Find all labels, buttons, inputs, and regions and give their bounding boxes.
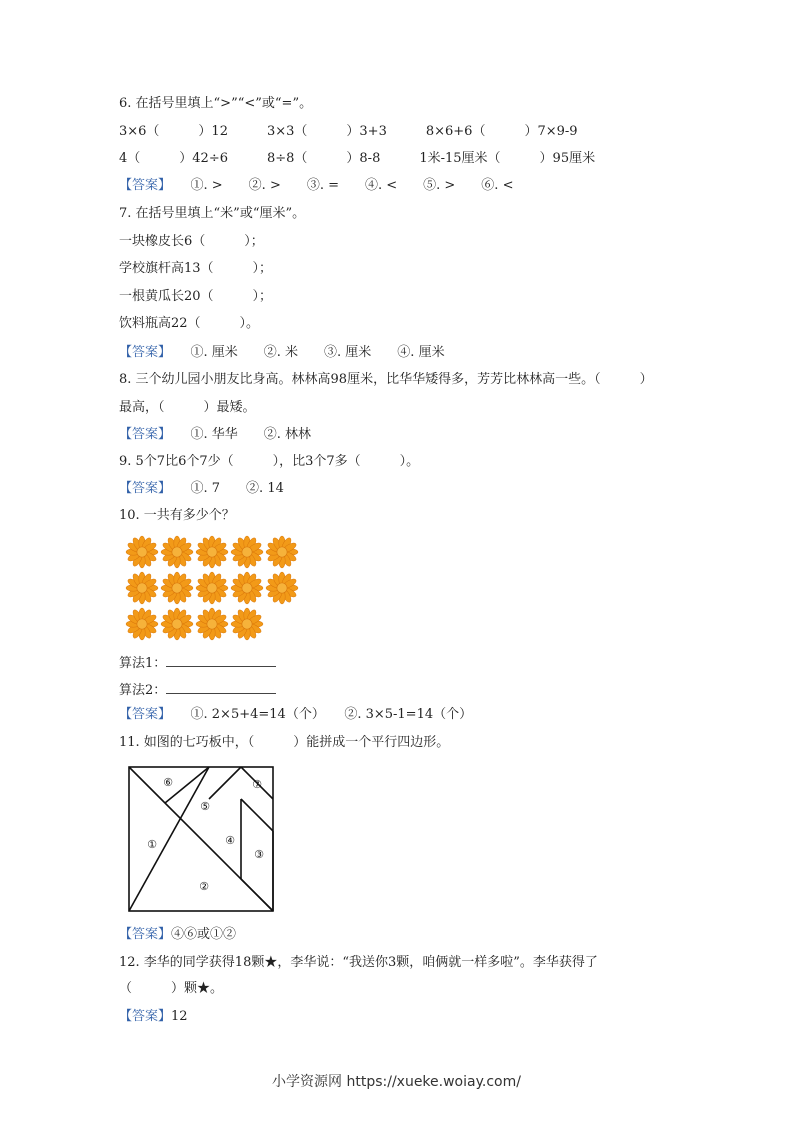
footer-site: 小学资源网 https://xueke.woiay.com/	[272, 1074, 521, 1090]
q11-answer	[119, 927, 236, 943]
flower	[126, 536, 158, 568]
q8-line1: 8. 三个幼儿园小朋友比身高。林林高98厘米，比华华矮得多，芳芳比林林高一些。（ ）	[119, 372, 653, 387]
q8-line2: 最高，（ ）最矮。	[119, 400, 256, 415]
q10-method1	[119, 654, 276, 672]
q7-line1: 一块橡皮长6（ ）；	[119, 234, 264, 249]
answer-tag: 【答案】	[119, 427, 165, 442]
q7-line2: 学校旗杆高13（ ）；	[119, 261, 273, 276]
q7-answer	[119, 345, 445, 361]
tangram-label-1: ①	[147, 838, 157, 851]
tangram-figure	[125, 763, 277, 915]
q6-title: 6. 在括号里填上“>”“<”或“=”。	[119, 96, 313, 111]
q12-answer	[119, 1009, 188, 1025]
q8-answer	[119, 427, 311, 443]
tangram-label-7: ⑦	[252, 778, 262, 791]
flower	[196, 572, 228, 604]
tangram-label-6: ⑥	[163, 776, 173, 789]
answer-text: 12	[171, 1009, 188, 1024]
answer-tag: 【答案】	[119, 1009, 172, 1024]
answer-text: ①. 7 ②. 14	[164, 481, 284, 496]
q10-answer	[119, 707, 472, 723]
flower	[126, 608, 158, 640]
method2-blank	[166, 681, 276, 694]
method2-label: 算法2：	[119, 683, 167, 698]
q7-line4: 饮料瓶高22（ ）。	[119, 316, 260, 331]
answer-tag: 【答案】	[119, 927, 172, 942]
answer-text: ④⑥或①②	[171, 927, 237, 942]
q9-title: 9. 5个7比6个7少（ ），比3个7多（ ）。	[119, 454, 420, 469]
answer-tag: 【答案】	[119, 707, 165, 722]
flower	[231, 536, 263, 568]
q7-title: 7. 在括号里填上“米”或“厘米”。	[119, 206, 306, 221]
q12-line2: （ ）颗★。	[119, 981, 224, 996]
q10-method2	[119, 681, 276, 699]
answer-tag: 【答案】	[119, 178, 165, 193]
flower	[266, 572, 298, 604]
answer-text: ①. 华华 ②. 林林	[164, 427, 312, 442]
q6-row2: 4（ ）42÷6 8÷8（ ）8-8 1米-15厘米（ ）95厘米	[119, 151, 596, 166]
answer-text: ①. 2×5+4=14（个） ②. 3×5-1=14（个）	[164, 707, 473, 722]
flower	[161, 608, 193, 640]
q7-line3: 一根黄瓜长20（ ）；	[119, 289, 273, 304]
q6-row1: 3×6（ ）12 3×3（ ）3+3 8×6+6（ ）7×9-9	[119, 124, 578, 139]
answer-text: ①. 厘米 ②. 米 ③. 厘米 ④. 厘米	[164, 345, 445, 360]
flower	[161, 572, 193, 604]
flower	[196, 608, 228, 640]
method1-label: 算法1：	[119, 656, 167, 671]
flower	[231, 572, 263, 604]
q11-title: 11. 如图的七巧板中，（ ）能拼成一个平行四边形。	[119, 735, 450, 750]
flower	[231, 608, 263, 640]
tangram-line	[241, 879, 273, 911]
tangram-label-5: ⑤	[200, 800, 210, 813]
tangram-label-3: ③	[254, 848, 264, 861]
tangram-label-2: ②	[199, 880, 209, 893]
q9-answer	[119, 481, 284, 497]
flower	[161, 536, 193, 568]
tangram-label-4: ④	[225, 834, 235, 847]
flower-grid	[124, 535, 304, 645]
flower	[126, 572, 158, 604]
q12-line1: 12. 李华的同学获得18颗★，李华说：“我送你3颗，咱俩就一样多啦”。李华获得了	[119, 955, 598, 970]
method1-blank	[166, 654, 276, 667]
tangram-line	[209, 767, 241, 799]
q6-answer	[119, 178, 513, 194]
flower	[196, 536, 228, 568]
answer-text: ①. > ②. > ③. = ④. < ⑤. > ⑥. <	[164, 178, 514, 193]
flower	[266, 536, 298, 568]
answer-tag: 【答案】	[119, 345, 165, 360]
tangram-line	[241, 799, 273, 831]
q10-title: 10. 一共有多少个？	[119, 508, 235, 523]
answer-tag: 【答案】	[119, 481, 165, 496]
